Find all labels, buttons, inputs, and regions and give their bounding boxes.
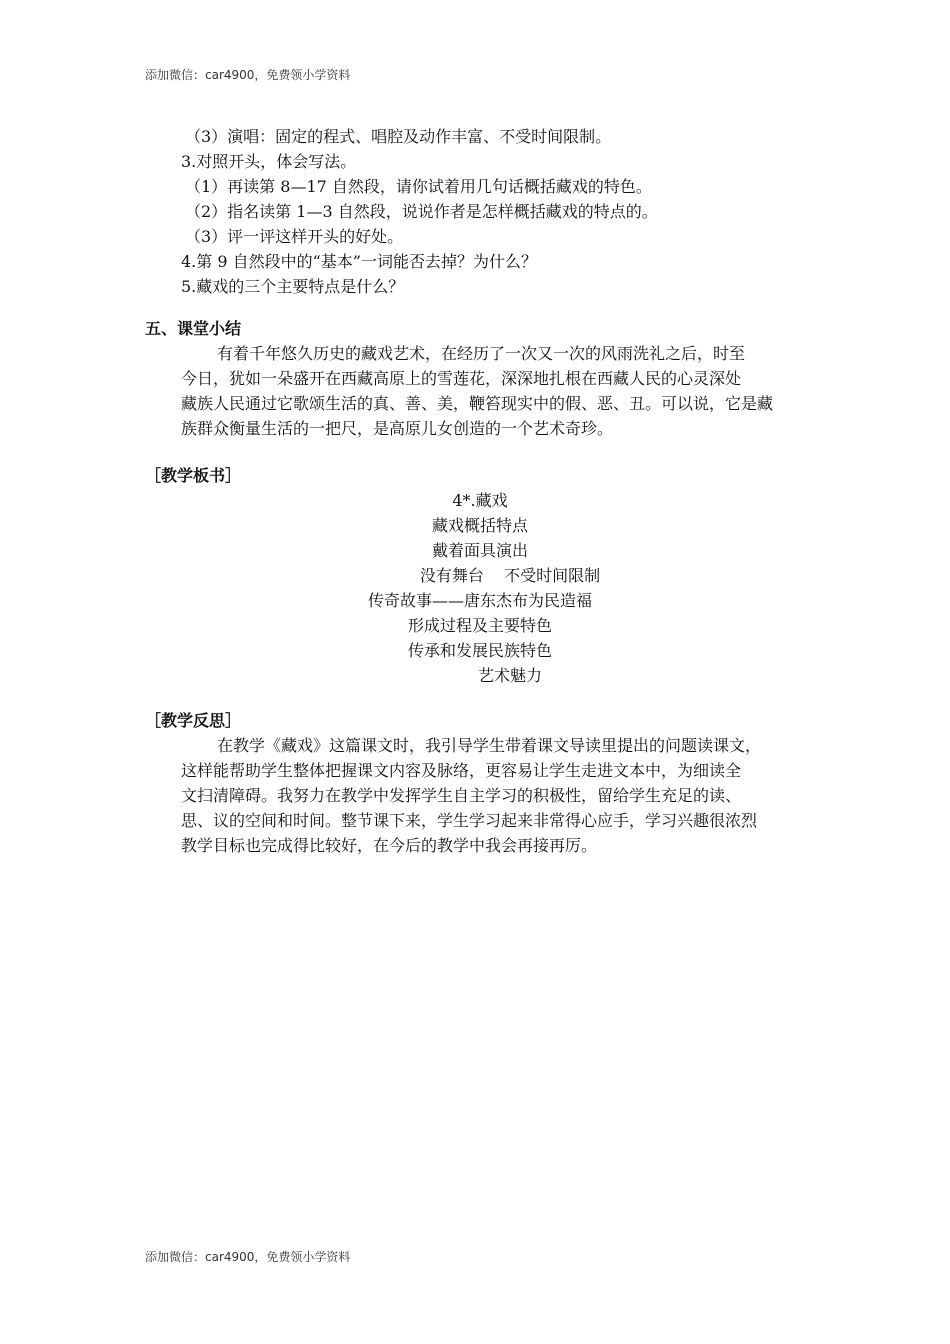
- list-item: （3）演唱：固定的程式、唱腔及动作丰富、不受时间限制。: [185, 127, 612, 146]
- summary-heading: 五、课堂小结: [145, 319, 242, 338]
- board-line: 传奇故事——唐东杰布为民造福: [367, 591, 592, 610]
- board-line: 传承和发展民族特色: [407, 641, 552, 660]
- board-line: 没有舞台 不受时间限制: [419, 566, 601, 585]
- paragraph-line: 族群众衡量生活的一把尺，是高原儿女创造的一个艺术奇珍。: [181, 419, 614, 438]
- summary-paragraph: [145, 341, 815, 441]
- board-line: 戴着面具演出: [431, 541, 528, 560]
- question-list: [145, 124, 815, 299]
- board-line: 藏戏概括特点: [431, 516, 528, 535]
- board-line: 形成过程及主要特色: [407, 616, 552, 635]
- reflection-paragraph: [145, 733, 815, 858]
- list-item: （3）评一评这样开头的好处。: [185, 227, 404, 246]
- board-heading: ［教学板书］: [145, 466, 242, 485]
- paragraph-line: 在教学《藏戏》这篇课文时，我引导学生带着课文导读里提出的问题读课文，: [217, 736, 762, 755]
- list-item: （1）再读第 8—17 自然段，请你试着用几句话概括藏戏的特色。: [185, 177, 652, 196]
- list-item: 4.第 9 自然段中的“基本”一词能否去掉？为什么？: [181, 252, 537, 271]
- paragraph-line: 今日，犹如一朵盛开在西藏高原上的雪莲花，深深地扎根在西藏人民的心灵深处: [181, 369, 742, 388]
- page-header: 添加微信：car4900，免费领小学资料: [145, 68, 351, 82]
- paragraph-line: 思、议的空间和时间。整节课下来，学生学习起来非常得心应手，学习兴趣很浓烈: [181, 811, 758, 830]
- reflection-heading: ［教学反思］: [145, 711, 242, 730]
- paragraph-line: 教学目标也完成得比较好，在今后的教学中我会再接再厉。: [181, 836, 598, 855]
- paragraph-line: 这样能帮助学生整体把握课文内容及脉络，更容易让学生走进文本中，为细读全: [181, 761, 742, 780]
- board-line: 4*.藏戏: [452, 491, 508, 510]
- page-footer: 添加微信：car4900，免费领小学资料: [145, 1250, 351, 1264]
- list-item: 5.藏戏的三个主要特点是什么？: [181, 277, 405, 296]
- board-line: 艺术魅力: [477, 666, 542, 685]
- blackboard-outline: [145, 488, 815, 688]
- paragraph-line: 文扫清障碍。我努力在教学中发挥学生自主学习的积极性，留给学生充足的读、: [181, 786, 742, 805]
- document-body: [145, 124, 815, 858]
- paragraph-line: 有着千年悠久历史的藏戏艺术，在经历了一次又一次的风雨洗礼之后，时至: [217, 344, 746, 363]
- paragraph-line: 藏族人民通过它歌颂生活的真、善、美，鞭笞现实中的假、恶、丑。可以说，它是藏: [181, 394, 774, 413]
- list-item: （2）指名读第 1—3 自然段，说说作者是怎样概括藏戏的特点的。: [185, 202, 658, 221]
- list-item: 3.对照开头，体会写法。: [181, 152, 357, 171]
